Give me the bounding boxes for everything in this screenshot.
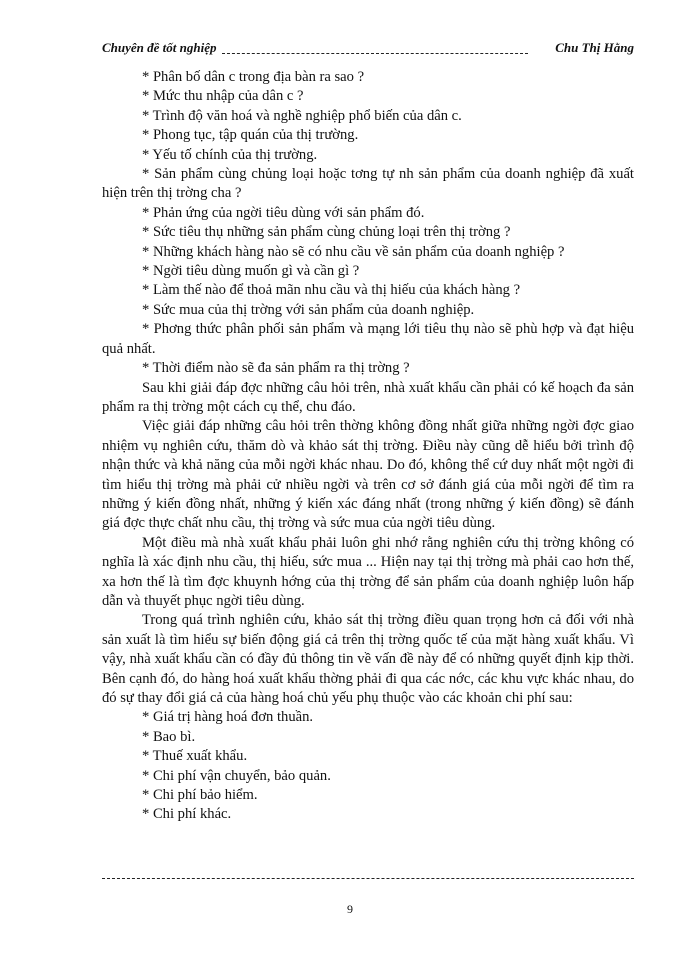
bullet-item: * Chi phí khác.: [142, 806, 232, 823]
header-title: Chuyên đề tốt nghiệp: [102, 40, 217, 55]
footer-rule: [102, 878, 634, 879]
bullet-item: * Phản ứng của ngời tiêu dùng với sản phẩm đó.: [142, 204, 425, 221]
bullet-item: * Trình độ văn hoá và nghề nghiệp phổ biến của dân c.: [142, 107, 462, 124]
bullet-item: * Ngời tiêu dùng muốn gì và cần gì ?: [142, 263, 360, 280]
page-header: [102, 40, 634, 60]
paragraph: Một điều mà nhà xuất khẩu phải luôn ghi nhớ rằng nghiên cứu thị trờng không có nghĩa là xác định nhu cầu, thị hiếu, sức mua ... Hiện nay tại thị trờng mà phải cao hơn thế, xa hơn thế là tìm đợc khuynh hớng của thị trờng để sản phẩm của doanh nghiệp luôn hấp dẫn và thuyết phục ngời tiêu dùng.: [102, 534, 634, 609]
bullet-item: * Giá trị hàng hoá đơn thuần.: [142, 709, 314, 726]
bullet-item: * Bao bì.: [142, 728, 196, 745]
page-body: [102, 68, 634, 825]
bullet-item: * Phong tục, tập quán của thị trường.: [142, 127, 359, 144]
bullet-item: * Thuế xuất khẩu.: [142, 748, 248, 765]
paragraph: Việc giải đáp những câu hỏi trên thờng không đồng nhất giữa những ngời đợc giao nhiệm vụ nghiên cứu, thăm dò và khảo sát thị trờng. Điều này cũng dễ hiểu bởi trình độ nhận thức và khả năng của mỗi ngời khác nhau. Do đó, không thể cứ duy nhất một ngời đi tìm hiểu thị trờng mà phải cử nhiều ngời và trên cơ sở đánh giá của mỗi ngời để tìm ra những ý kiến đồng nhất, những ý kiến xác đáng nhất (trong những ý kiến đồng) sẽ đánh giá đợc thực chất nhu cầu, thị trờng và sức mua của ngời tiêu dùng.: [102, 418, 634, 532]
bullet-item: * Mức thu nhập của dân c ?: [142, 88, 304, 105]
paragraph: * Phơng thức phân phối sản phẩm và mạng lới tiêu thụ nào sẽ phù hợp và đạt hiệu quả nhất.: [102, 321, 634, 357]
page-number: 9: [347, 902, 353, 916]
paragraph: Trong quá trình nghiên cứu, khảo sát thị trờng điều quan trọng hơn cả đối với nhà sản xuất là tìm hiểu sự biến động giá cả trên thị trờng quốc tế của mặt hàng xuất khẩu. Vì vậy, nhà xuất khẩu cần có đầy đủ thông tin về vấn đề này để có những quyết định kịp thời. Bên cạnh đó, do hàng hoá xuất khẩu thờng phải đi qua các nớc, các khu vực khác nhau, do đó sự thay đổi giá cả của hàng hoá chủ yếu phụ thuộc vào các khoản chi phí sau:: [102, 612, 634, 706]
bullet-item: * Sức mua của thị trờng với sản phẩm của doanh nghiệp.: [142, 301, 475, 318]
header-author: Chu Thị Hằng: [555, 40, 634, 55]
bullet-item: * Yếu tố chính của thị trường.: [142, 146, 318, 163]
bullet-item: * Thời điểm nào sẽ đa sản phẩm ra thị trờng ?: [142, 360, 410, 377]
paragraph: * Sản phẩm cùng chủng loại hoặc tơng tự nh sản phẩm của doanh nghiệp đã xuất hiện trên thị trờng cha ?: [102, 166, 634, 202]
bullet-item: * Làm thế nào để thoả mãn nhu cầu và thị hiếu của khách hàng ?: [142, 282, 521, 299]
bullet-item: * Chi phí vận chuyển, bảo quản.: [142, 767, 331, 784]
bullet-item: * Sức tiêu thụ những sản phẩm cùng chủng loại trên thị trờng ?: [142, 224, 511, 241]
header-rule: [222, 53, 528, 54]
paragraph: Sau khi giải đáp đợc những câu hỏi trên, nhà xuất khẩu cần phải có kế hoạch đa sản phẩm ra thị trờng một cách cụ thể, chu đáo.: [102, 379, 634, 415]
bullet-item: * Phân bố dân c trong địa bàn ra sao ?: [142, 69, 365, 85]
bullet-item: * Chi phí bảo hiểm.: [142, 787, 258, 804]
bullet-item: * Những khách hàng nào sẽ có nhu cầu về sản phẩm của doanh nghiệp ?: [142, 243, 565, 260]
